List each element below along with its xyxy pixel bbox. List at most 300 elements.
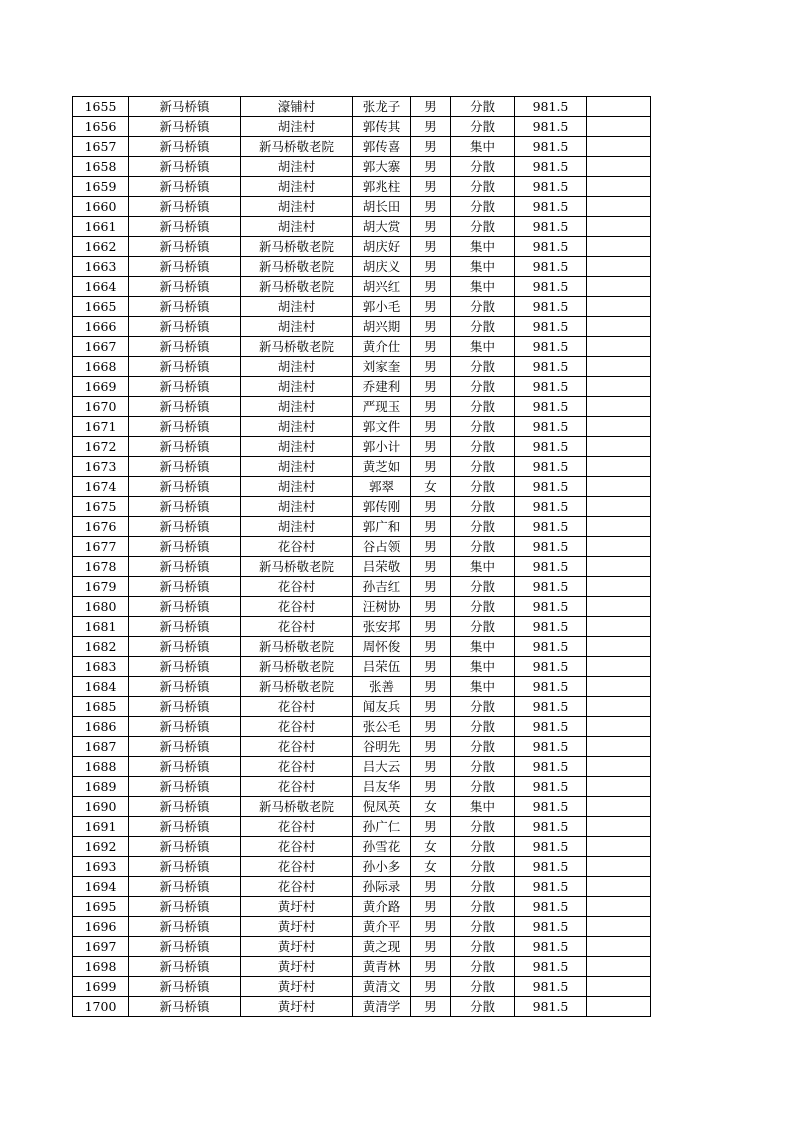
record-id-cell: 1700 <box>73 997 129 1017</box>
town-cell: 新马桥镇 <box>129 417 241 437</box>
amount-cell: 981.5 <box>515 157 587 177</box>
record-id-cell: 1658 <box>73 157 129 177</box>
town-cell: 新马桥镇 <box>129 737 241 757</box>
support-mode-cell: 集中 <box>451 657 515 677</box>
amount-cell: 981.5 <box>515 297 587 317</box>
person-name-cell: 吕荣敬 <box>353 557 411 577</box>
note-cell <box>587 717 651 737</box>
record-id-cell: 1676 <box>73 517 129 537</box>
person-name-cell: 郭兆柱 <box>353 177 411 197</box>
amount-cell: 981.5 <box>515 477 587 497</box>
amount-cell: 981.5 <box>515 217 587 237</box>
village-cell: 胡洼村 <box>241 437 353 457</box>
sex-cell: 男 <box>411 617 451 637</box>
sex-cell: 男 <box>411 637 451 657</box>
record-id-cell: 1669 <box>73 377 129 397</box>
note-cell <box>587 957 651 977</box>
sex-cell: 男 <box>411 437 451 457</box>
support-mode-cell: 分散 <box>451 357 515 377</box>
table-row <box>73 777 651 797</box>
record-id-cell: 1693 <box>73 857 129 877</box>
amount-cell: 981.5 <box>515 337 587 357</box>
table-row <box>73 897 651 917</box>
note-cell <box>587 537 651 557</box>
town-cell: 新马桥镇 <box>129 597 241 617</box>
table-row <box>73 857 651 877</box>
town-cell: 新马桥镇 <box>129 897 241 917</box>
village-cell: 花谷村 <box>241 537 353 557</box>
table-row <box>73 357 651 377</box>
town-cell: 新马桥镇 <box>129 157 241 177</box>
note-cell <box>587 297 651 317</box>
sex-cell: 男 <box>411 397 451 417</box>
sex-cell: 男 <box>411 957 451 977</box>
village-cell: 新马桥敬老院 <box>241 257 353 277</box>
note-cell <box>587 237 651 257</box>
record-id-cell: 1682 <box>73 637 129 657</box>
record-id-cell: 1656 <box>73 117 129 137</box>
person-name-cell: 孙广仁 <box>353 817 411 837</box>
village-cell: 新马桥敬老院 <box>241 657 353 677</box>
note-cell <box>587 877 651 897</box>
village-cell: 花谷村 <box>241 697 353 717</box>
amount-cell: 981.5 <box>515 97 587 117</box>
town-cell: 新马桥镇 <box>129 257 241 277</box>
sex-cell: 男 <box>411 717 451 737</box>
person-name-cell: 郭传刚 <box>353 497 411 517</box>
amount-cell: 981.5 <box>515 917 587 937</box>
town-cell: 新马桥镇 <box>129 97 241 117</box>
sex-cell: 男 <box>411 557 451 577</box>
person-name-cell: 孙际录 <box>353 877 411 897</box>
village-cell: 胡洼村 <box>241 157 353 177</box>
record-id-cell: 1672 <box>73 437 129 457</box>
table-row <box>73 537 651 557</box>
person-name-cell: 孙雪花 <box>353 837 411 857</box>
support-mode-cell: 分散 <box>451 177 515 197</box>
record-id-cell: 1684 <box>73 677 129 697</box>
sex-cell: 男 <box>411 537 451 557</box>
note-cell <box>587 757 651 777</box>
village-cell: 胡洼村 <box>241 497 353 517</box>
note-cell <box>587 417 651 437</box>
village-cell: 花谷村 <box>241 617 353 637</box>
person-name-cell: 胡兴期 <box>353 317 411 337</box>
note-cell <box>587 697 651 717</box>
village-cell: 花谷村 <box>241 717 353 737</box>
person-name-cell: 胡庆义 <box>353 257 411 277</box>
person-name-cell: 黄之现 <box>353 937 411 957</box>
support-mode-cell: 分散 <box>451 737 515 757</box>
amount-cell: 981.5 <box>515 737 587 757</box>
amount-cell: 981.5 <box>515 577 587 597</box>
village-cell: 花谷村 <box>241 837 353 857</box>
sex-cell: 男 <box>411 817 451 837</box>
note-cell <box>587 477 651 497</box>
village-cell: 胡洼村 <box>241 357 353 377</box>
town-cell: 新马桥镇 <box>129 357 241 377</box>
support-mode-cell: 分散 <box>451 817 515 837</box>
person-name-cell: 胡长田 <box>353 197 411 217</box>
village-cell: 花谷村 <box>241 777 353 797</box>
sex-cell: 男 <box>411 497 451 517</box>
record-id-cell: 1695 <box>73 897 129 917</box>
note-cell <box>587 517 651 537</box>
person-name-cell: 胡庆好 <box>353 237 411 257</box>
sex-cell: 男 <box>411 197 451 217</box>
town-cell: 新马桥镇 <box>129 117 241 137</box>
person-name-cell: 黄清文 <box>353 977 411 997</box>
village-cell: 胡洼村 <box>241 377 353 397</box>
table-row <box>73 97 651 117</box>
amount-cell: 981.5 <box>515 557 587 577</box>
support-mode-cell: 分散 <box>451 577 515 597</box>
table-row <box>73 617 651 637</box>
sex-cell: 男 <box>411 697 451 717</box>
support-mode-cell: 集中 <box>451 237 515 257</box>
record-id-cell: 1687 <box>73 737 129 757</box>
person-name-cell: 张龙子 <box>353 97 411 117</box>
town-cell: 新马桥镇 <box>129 497 241 517</box>
amount-cell: 981.5 <box>515 817 587 837</box>
amount-cell: 981.5 <box>515 117 587 137</box>
record-id-cell: 1675 <box>73 497 129 517</box>
town-cell: 新马桥镇 <box>129 777 241 797</box>
amount-cell: 981.5 <box>515 617 587 637</box>
sex-cell: 女 <box>411 857 451 877</box>
amount-cell: 981.5 <box>515 757 587 777</box>
support-mode-cell: 分散 <box>451 757 515 777</box>
record-id-cell: 1665 <box>73 297 129 317</box>
person-name-cell: 张善 <box>353 677 411 697</box>
record-id-cell: 1685 <box>73 697 129 717</box>
record-id-cell: 1691 <box>73 817 129 837</box>
support-mode-cell: 分散 <box>451 997 515 1017</box>
sex-cell: 女 <box>411 477 451 497</box>
amount-cell: 981.5 <box>515 657 587 677</box>
support-mode-cell: 分散 <box>451 697 515 717</box>
support-mode-cell: 分散 <box>451 537 515 557</box>
person-name-cell: 汪树协 <box>353 597 411 617</box>
table-row <box>73 297 651 317</box>
note-cell <box>587 457 651 477</box>
person-name-cell: 黄芝如 <box>353 457 411 477</box>
table-row <box>73 237 651 257</box>
amount-cell: 981.5 <box>515 457 587 477</box>
village-cell: 胡洼村 <box>241 397 353 417</box>
person-name-cell: 郭文件 <box>353 417 411 437</box>
person-name-cell: 郭小毛 <box>353 297 411 317</box>
sex-cell: 男 <box>411 337 451 357</box>
amount-cell: 981.5 <box>515 937 587 957</box>
person-name-cell: 倪凤英 <box>353 797 411 817</box>
sex-cell: 男 <box>411 217 451 237</box>
sex-cell: 男 <box>411 177 451 197</box>
note-cell <box>587 437 651 457</box>
support-mode-cell: 分散 <box>451 417 515 437</box>
note-cell <box>587 357 651 377</box>
town-cell: 新马桥镇 <box>129 537 241 557</box>
amount-cell: 981.5 <box>515 377 587 397</box>
person-name-cell: 吕荣伍 <box>353 657 411 677</box>
note-cell <box>587 497 651 517</box>
note-cell <box>587 857 651 877</box>
amount-cell: 981.5 <box>515 697 587 717</box>
sex-cell: 男 <box>411 897 451 917</box>
table-row <box>73 117 651 137</box>
village-cell: 新马桥敬老院 <box>241 337 353 357</box>
sex-cell: 男 <box>411 277 451 297</box>
record-id-cell: 1698 <box>73 957 129 977</box>
amount-cell: 981.5 <box>515 277 587 297</box>
table-row <box>73 217 651 237</box>
village-cell: 胡洼村 <box>241 457 353 477</box>
record-id-cell: 1659 <box>73 177 129 197</box>
town-cell: 新马桥镇 <box>129 757 241 777</box>
note-cell <box>587 317 651 337</box>
sex-cell: 男 <box>411 457 451 477</box>
amount-cell: 981.5 <box>515 357 587 377</box>
table-row <box>73 317 651 337</box>
sex-cell: 男 <box>411 977 451 997</box>
amount-cell: 981.5 <box>515 677 587 697</box>
village-cell: 新马桥敬老院 <box>241 677 353 697</box>
support-mode-cell: 分散 <box>451 217 515 237</box>
village-cell: 胡洼村 <box>241 517 353 537</box>
record-id-cell: 1696 <box>73 917 129 937</box>
amount-cell: 981.5 <box>515 857 587 877</box>
support-mode-cell: 分散 <box>451 937 515 957</box>
person-name-cell: 刘家奎 <box>353 357 411 377</box>
town-cell: 新马桥镇 <box>129 277 241 297</box>
town-cell: 新马桥镇 <box>129 997 241 1017</box>
town-cell: 新马桥镇 <box>129 937 241 957</box>
records-table <box>72 96 651 1017</box>
amount-cell: 981.5 <box>515 437 587 457</box>
town-cell: 新马桥镇 <box>129 297 241 317</box>
support-mode-cell: 集中 <box>451 337 515 357</box>
table-row <box>73 417 651 437</box>
record-id-cell: 1697 <box>73 937 129 957</box>
table-row <box>73 797 651 817</box>
amount-cell: 981.5 <box>515 957 587 977</box>
village-cell: 胡洼村 <box>241 197 353 217</box>
amount-cell: 981.5 <box>515 177 587 197</box>
village-cell: 胡洼村 <box>241 117 353 137</box>
note-cell <box>587 337 651 357</box>
note-cell <box>587 377 651 397</box>
town-cell: 新马桥镇 <box>129 677 241 697</box>
table-row <box>73 477 651 497</box>
village-cell: 黄圩村 <box>241 997 353 1017</box>
village-cell: 新马桥敬老院 <box>241 557 353 577</box>
amount-cell: 981.5 <box>515 257 587 277</box>
note-cell <box>587 177 651 197</box>
support-mode-cell: 集中 <box>451 557 515 577</box>
support-mode-cell: 分散 <box>451 617 515 637</box>
sex-cell: 男 <box>411 357 451 377</box>
note-cell <box>587 117 651 137</box>
table-row <box>73 957 651 977</box>
note-cell <box>587 737 651 757</box>
record-id-cell: 1699 <box>73 977 129 997</box>
village-cell: 胡洼村 <box>241 217 353 237</box>
record-id-cell: 1670 <box>73 397 129 417</box>
support-mode-cell: 集中 <box>451 257 515 277</box>
support-mode-cell: 分散 <box>451 197 515 217</box>
town-cell: 新马桥镇 <box>129 637 241 657</box>
village-cell: 黄圩村 <box>241 957 353 977</box>
sex-cell: 男 <box>411 877 451 897</box>
table-row <box>73 397 651 417</box>
person-name-cell: 谷明先 <box>353 737 411 757</box>
amount-cell: 981.5 <box>515 417 587 437</box>
person-name-cell: 郭小计 <box>353 437 411 457</box>
note-cell <box>587 617 651 637</box>
sex-cell: 男 <box>411 777 451 797</box>
support-mode-cell: 分散 <box>451 897 515 917</box>
person-name-cell: 黄清学 <box>353 997 411 1017</box>
amount-cell: 981.5 <box>515 537 587 557</box>
table-row <box>73 577 651 597</box>
note-cell <box>587 777 651 797</box>
table-row <box>73 437 651 457</box>
table-row <box>73 517 651 537</box>
sex-cell: 男 <box>411 257 451 277</box>
record-id-cell: 1671 <box>73 417 129 437</box>
town-cell: 新马桥镇 <box>129 197 241 217</box>
sex-cell: 男 <box>411 117 451 137</box>
town-cell: 新马桥镇 <box>129 237 241 257</box>
village-cell: 花谷村 <box>241 877 353 897</box>
record-id-cell: 1674 <box>73 477 129 497</box>
town-cell: 新马桥镇 <box>129 857 241 877</box>
note-cell <box>587 817 651 837</box>
sex-cell: 男 <box>411 297 451 317</box>
note-cell <box>587 637 651 657</box>
person-name-cell: 郭翠 <box>353 477 411 497</box>
table-row <box>73 377 651 397</box>
village-cell: 濠铺村 <box>241 97 353 117</box>
person-name-cell: 张安邦 <box>353 617 411 637</box>
town-cell: 新马桥镇 <box>129 717 241 737</box>
sex-cell: 男 <box>411 677 451 697</box>
person-name-cell: 吕友华 <box>353 777 411 797</box>
support-mode-cell: 分散 <box>451 917 515 937</box>
support-mode-cell: 分散 <box>451 117 515 137</box>
person-name-cell: 郭广和 <box>353 517 411 537</box>
sex-cell: 男 <box>411 917 451 937</box>
note-cell <box>587 217 651 237</box>
support-mode-cell: 集中 <box>451 677 515 697</box>
sex-cell: 男 <box>411 417 451 437</box>
support-mode-cell: 分散 <box>451 437 515 457</box>
support-mode-cell: 分散 <box>451 517 515 537</box>
village-cell: 黄圩村 <box>241 897 353 917</box>
note-cell <box>587 597 651 617</box>
record-id-cell: 1677 <box>73 537 129 557</box>
support-mode-cell: 集中 <box>451 637 515 657</box>
record-id-cell: 1655 <box>73 97 129 117</box>
record-id-cell: 1662 <box>73 237 129 257</box>
sex-cell: 女 <box>411 797 451 817</box>
table-row <box>73 937 651 957</box>
person-name-cell: 谷占领 <box>353 537 411 557</box>
village-cell: 胡洼村 <box>241 417 353 437</box>
person-name-cell: 郭大寨 <box>353 157 411 177</box>
town-cell: 新马桥镇 <box>129 577 241 597</box>
person-name-cell: 胡大赏 <box>353 217 411 237</box>
village-cell: 新马桥敬老院 <box>241 237 353 257</box>
record-id-cell: 1686 <box>73 717 129 737</box>
person-name-cell: 乔建利 <box>353 377 411 397</box>
note-cell <box>587 937 651 957</box>
record-id-cell: 1680 <box>73 597 129 617</box>
person-name-cell: 张公毛 <box>353 717 411 737</box>
record-id-cell: 1673 <box>73 457 129 477</box>
person-name-cell: 闻友兵 <box>353 697 411 717</box>
record-id-cell: 1657 <box>73 137 129 157</box>
sex-cell: 男 <box>411 317 451 337</box>
village-cell: 新马桥敬老院 <box>241 797 353 817</box>
town-cell: 新马桥镇 <box>129 217 241 237</box>
support-mode-cell: 分散 <box>451 377 515 397</box>
note-cell <box>587 397 651 417</box>
support-mode-cell: 分散 <box>451 457 515 477</box>
town-cell: 新马桥镇 <box>129 917 241 937</box>
amount-cell: 981.5 <box>515 237 587 257</box>
village-cell: 新马桥敬老院 <box>241 637 353 657</box>
support-mode-cell: 分散 <box>451 777 515 797</box>
support-mode-cell: 分散 <box>451 597 515 617</box>
town-cell: 新马桥镇 <box>129 957 241 977</box>
town-cell: 新马桥镇 <box>129 837 241 857</box>
support-mode-cell: 分散 <box>451 717 515 737</box>
table-row <box>73 177 651 197</box>
sex-cell: 男 <box>411 137 451 157</box>
person-name-cell: 黄介仕 <box>353 337 411 357</box>
person-name-cell: 胡兴红 <box>353 277 411 297</box>
village-cell: 花谷村 <box>241 737 353 757</box>
town-cell: 新马桥镇 <box>129 517 241 537</box>
sex-cell: 男 <box>411 997 451 1017</box>
sex-cell: 男 <box>411 937 451 957</box>
table-row <box>73 597 651 617</box>
town-cell: 新马桥镇 <box>129 797 241 817</box>
sex-cell: 男 <box>411 97 451 117</box>
record-id-cell: 1668 <box>73 357 129 377</box>
town-cell: 新马桥镇 <box>129 177 241 197</box>
village-cell: 花谷村 <box>241 577 353 597</box>
note-cell <box>587 657 651 677</box>
amount-cell: 981.5 <box>515 497 587 517</box>
support-mode-cell: 分散 <box>451 837 515 857</box>
village-cell: 花谷村 <box>241 757 353 777</box>
note-cell <box>587 917 651 937</box>
amount-cell: 981.5 <box>515 317 587 337</box>
person-name-cell: 黄介平 <box>353 917 411 937</box>
support-mode-cell: 分散 <box>451 397 515 417</box>
amount-cell: 981.5 <box>515 597 587 617</box>
town-cell: 新马桥镇 <box>129 457 241 477</box>
person-name-cell: 郭传喜 <box>353 137 411 157</box>
town-cell: 新马桥镇 <box>129 317 241 337</box>
records-table-body <box>73 97 651 1017</box>
sex-cell: 男 <box>411 517 451 537</box>
sex-cell: 男 <box>411 237 451 257</box>
town-cell: 新马桥镇 <box>129 697 241 717</box>
table-row <box>73 717 651 737</box>
